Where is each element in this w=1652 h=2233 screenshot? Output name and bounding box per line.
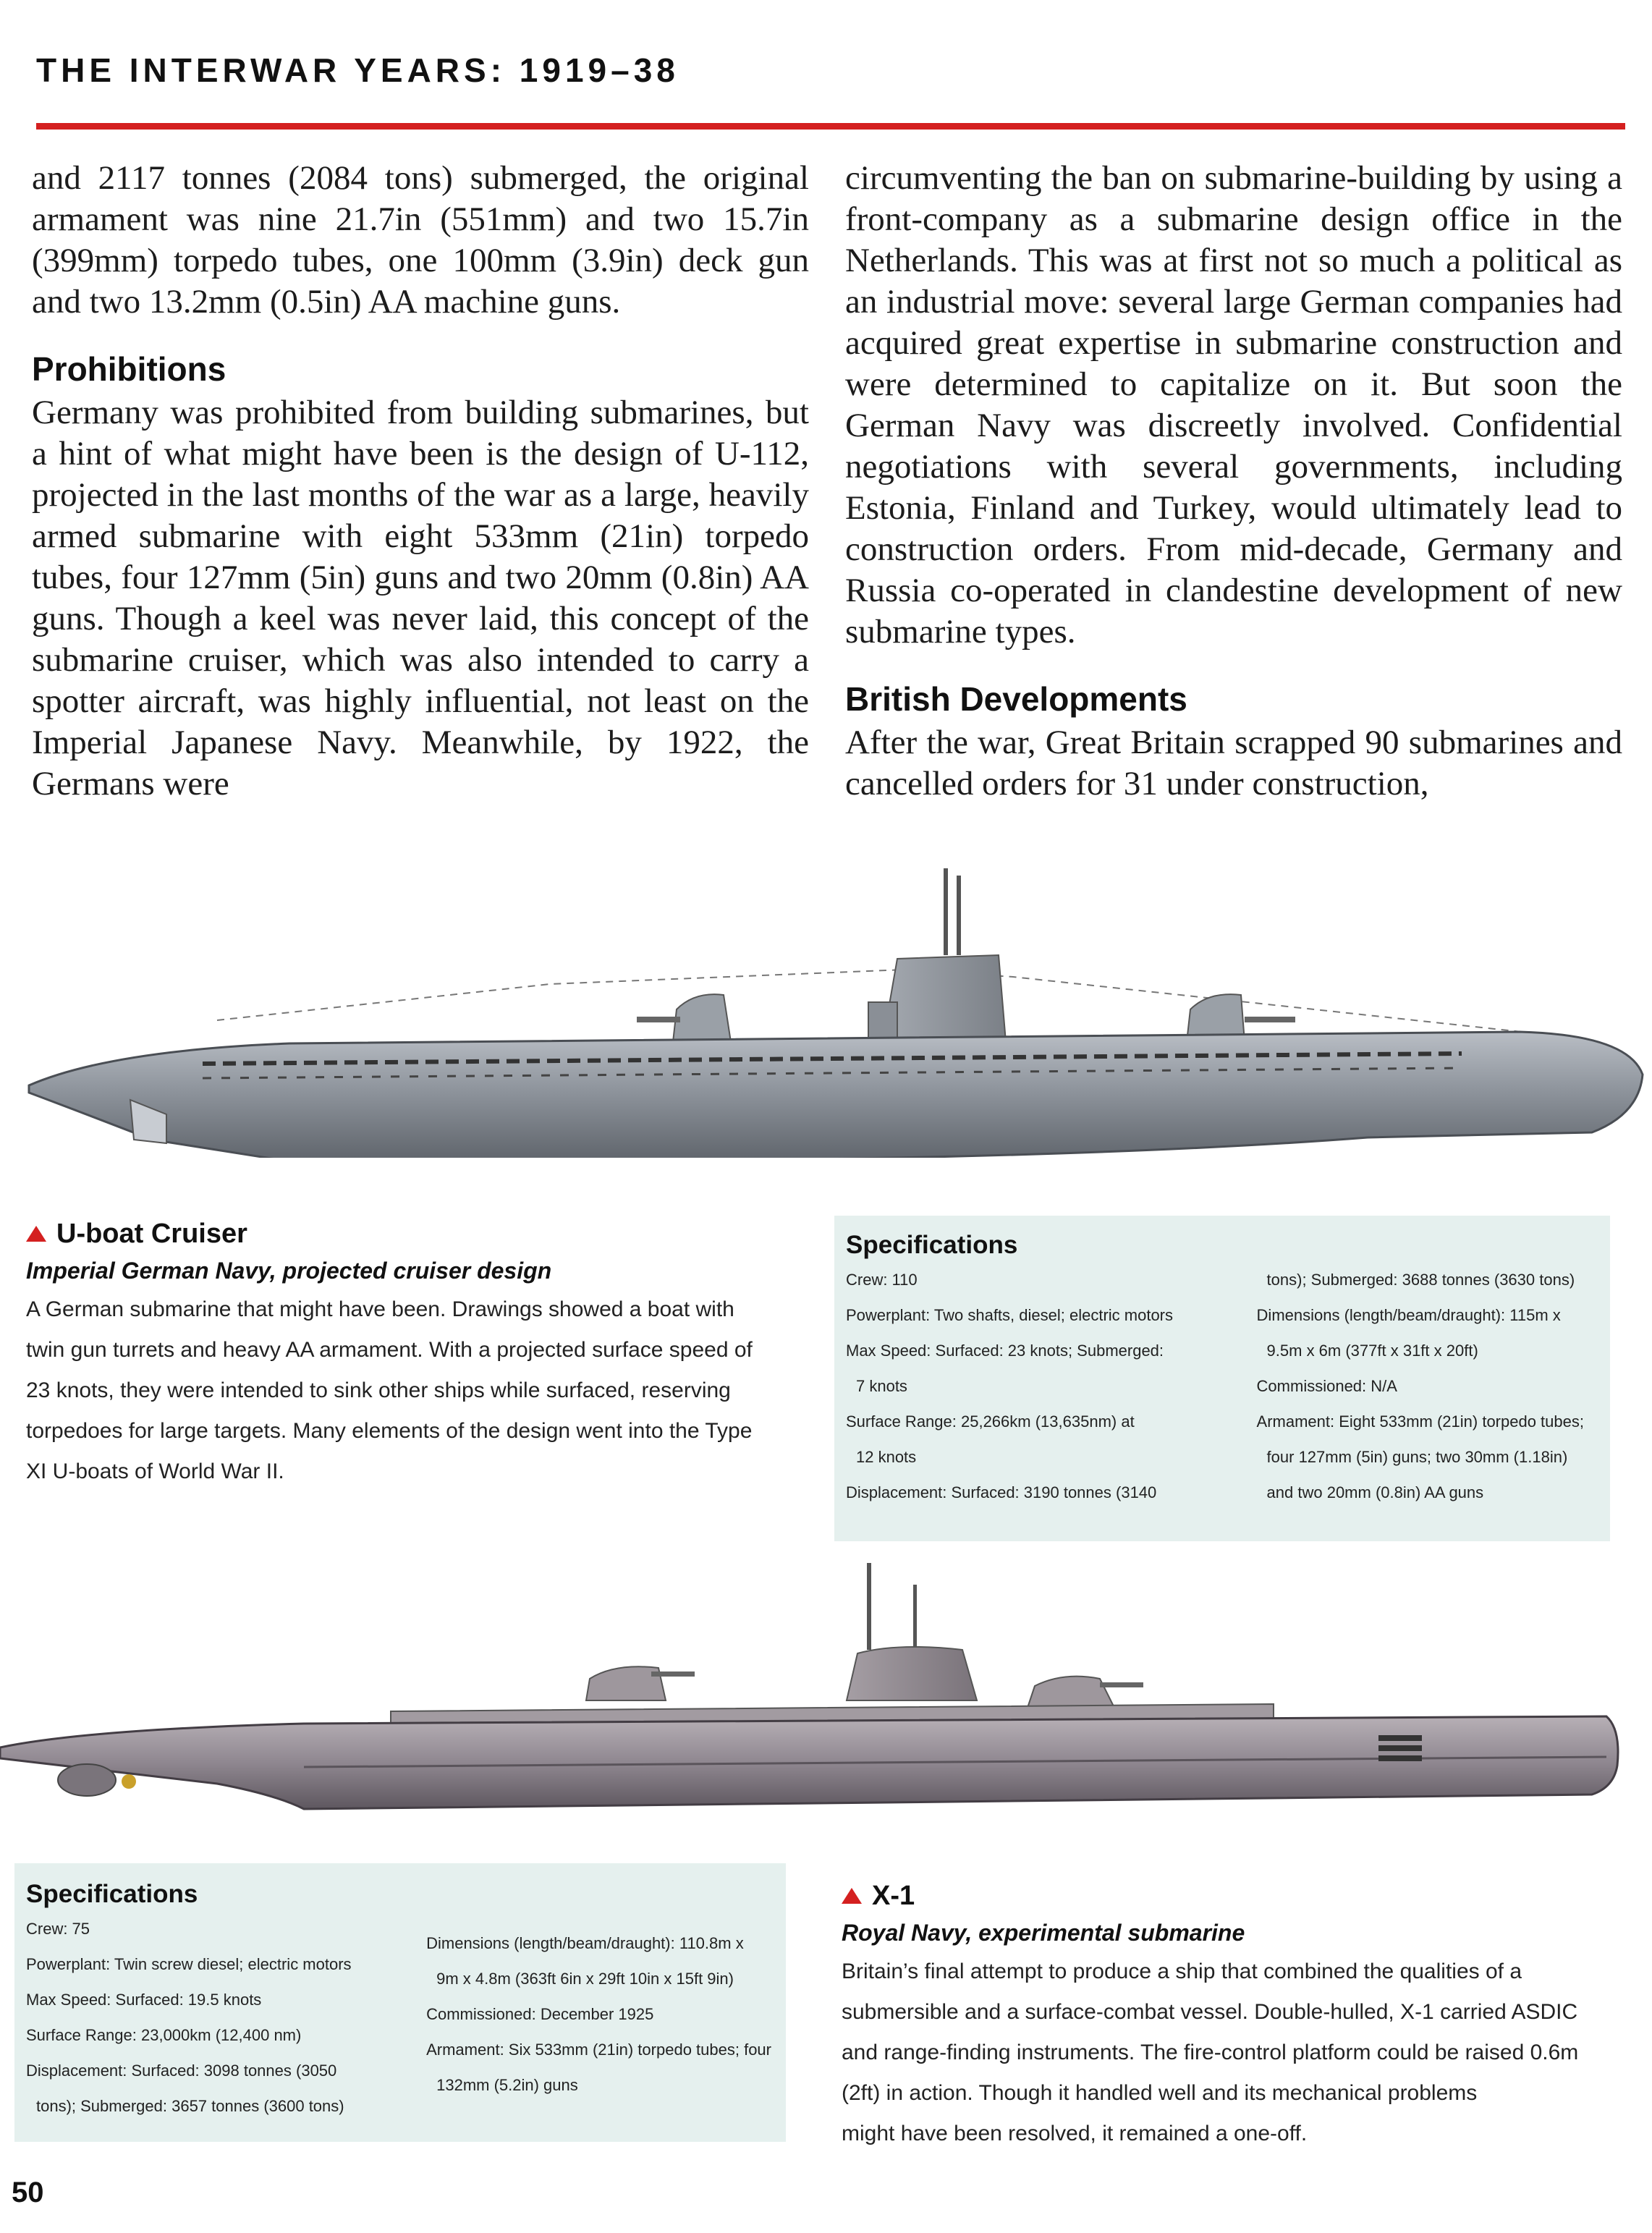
caption-line: might have been resolved, it remained a one-off. — [842, 2122, 1308, 2145]
caption-title-text: X-1 — [872, 1881, 915, 1911]
uboat-cruiser-illustration — [0, 854, 1652, 1158]
caption-line: Britain’s final attempt to produce a ship that combined the qualities of a — [842, 1959, 1522, 1983]
spec-column-left — [26, 1911, 352, 2124]
spec-line: Powerplant: Twin screw diesel; electric motors — [26, 1955, 352, 1973]
spec-line: Commissioned: December 1925 — [426, 2005, 654, 2023]
spec-line: Max Speed: Surfaced: 19.5 knots — [26, 1991, 262, 2009]
spec-line: 9.5m x 6m (377ft x 31ft x 20ft) — [1266, 1342, 1478, 1360]
spec-line: tons); Submerged: 3657 tonnes (3600 tons) — [36, 2097, 344, 2115]
running-header: THE INTERWAR YEARS: 1919–38 — [36, 51, 679, 89]
section-heading-british-developments: British Developments — [845, 680, 1187, 718]
caption-line: twin gun turrets and heavy AA armament. With a projected surface speed of — [26, 1338, 753, 1362]
spec-line: 12 knots — [856, 1448, 917, 1466]
caption-line: submersible and a surface-combat vessel. Double-hulled, X-1 carried ASDIC — [842, 2000, 1578, 2024]
uboat-caption-subtitle: Imperial German Navy, projected cruiser design — [26, 1258, 552, 1284]
x1-caption — [842, 1878, 1623, 2154]
paragraph: and 2117 tonnes (2084 tons) submerged, the original armament was nine 21.7in (551mm) and two 15.7in (399mm) torpedo tubes, one 100mm (3.9in) deck gun and two 13.2mm (0.5in) AA machine guns. — [32, 159, 809, 321]
uboat-caption-body — [26, 1289, 822, 1492]
caption-line: (2ft) in action. Though it handled well and its mechanical problems — [842, 2081, 1478, 2105]
spec-line: Commissioned: N/A — [1256, 1377, 1397, 1395]
uboat-specifications-box — [834, 1216, 1610, 1541]
spec-line: and two 20mm (0.8in) AA guns — [1266, 1483, 1484, 1501]
spec-line: Armament: Eight 533mm (21in) torpedo tubes; — [1256, 1412, 1584, 1431]
uboat-caption-title — [26, 1216, 822, 1252]
triangle-marker-icon — [842, 1888, 862, 1904]
spec-line: Max Speed: Surfaced: 23 knots; Submerged: — [846, 1342, 1164, 1360]
x1-specifications-box — [14, 1863, 786, 2142]
spec-line: Displacement: Surfaced: 3190 tonnes (3140 — [846, 1483, 1157, 1501]
caption-line: torpedoes for large targets. Many elements of the design went into the Type — [26, 1419, 753, 1443]
spec-line: Dimensions (length/beam/draught): 110.8m x — [426, 1934, 744, 1952]
spec-line: Armament: Six 533mm (21in) torpedo tubes; four — [426, 2041, 771, 2059]
spec-line: Displacement: Surfaced: 3098 tonnes (3050 — [26, 2062, 337, 2080]
uboat-caption — [26, 1216, 822, 1492]
specifications-title: Specifications — [26, 1880, 198, 1908]
caption-line: and range-finding instruments. The fire-control platform could be raised 0.6m — [842, 2041, 1579, 2064]
spec-line: 9m x 4.8m (363ft 6in x 29ft 10in x 15ft 9in) — [436, 1970, 734, 1988]
x1-submarine-illustration — [0, 1556, 1652, 1831]
paragraph: After the war, Great Britain scrapped 90 submarines and cancelled orders for 31 under construction, — [845, 724, 1622, 802]
spec-line: Crew: 75 — [26, 1920, 90, 1938]
text-column-right — [845, 158, 1622, 805]
section-heading-prohibitions: Prohibitions — [32, 350, 226, 388]
paragraph: circumventing the ban on submarine-building by using a front-company as a submarine design office in the Netherlands. This was at first not so much a political as an industrial move: several large German companies had acquired great expertise in submarine construction and were determined to capitalize on it. But soon the German Navy was discreetly involved. Confidential negotiations with several governments, including Estonia, Finland and Turkey, would ultimately lead to construction orders. From mid-decade, Germany and Russia co-operated in clandestine development of new submarine types. — [845, 159, 1622, 651]
header-rule — [36, 123, 1625, 130]
page-number: 50 — [12, 2177, 44, 2208]
spec-line: Surface Range: 25,266km (13,635nm) at — [846, 1412, 1135, 1431]
spec-column-right — [1257, 1262, 1584, 1510]
triangle-marker-icon — [26, 1226, 46, 1242]
spec-line: 132mm (5.2in) guns — [436, 2076, 578, 2094]
spec-column-right — [426, 1911, 771, 2124]
spec-line: Dimensions (length/beam/draught): 115m x — [1256, 1306, 1561, 1324]
caption-title-text: U-boat Cruiser — [56, 1219, 247, 1249]
spec-line: tons); Submerged: 3688 tonnes (3630 tons) — [1266, 1271, 1575, 1289]
text-column-left — [32, 158, 809, 805]
paragraph: Germany was prohibited from building submarines, but a hint of what might have been is the design of U-112, projected in the last months of the war as a large, heavily armed submarine with eight 533mm (21in) torpedo tubes, four 127mm (5in) guns and two 20mm (0.8in) AA guns. Though a keel was never laid, this concept of the submarine cruiser, which was also intended to carry a spotter aircraft, was highly influential, not least on the Imperial Japanese Navy. Meanwhile, by 1922, the Germans were — [32, 394, 809, 802]
caption-line: 23 knots, they were intended to sink other ships while surfaced, reserving — [26, 1378, 731, 1402]
specifications-title: Specifications — [846, 1231, 1018, 1259]
spec-line: Surface Range: 23,000km (12,400 nm) — [26, 2026, 302, 2044]
x1-caption-title — [842, 1878, 1623, 1914]
x1-caption-subtitle: Royal Navy, experimental submarine — [842, 1920, 1245, 1946]
spec-line: 7 knots — [856, 1377, 907, 1395]
caption-line: A German submarine that might have been. Drawings showed a boat with — [26, 1297, 734, 1321]
x1-caption-body — [842, 1952, 1623, 2154]
spec-line: Powerplant: Two shafts, diesel; electric motors — [846, 1306, 1174, 1324]
spec-column-left — [846, 1262, 1173, 1510]
caption-line: XI U-boats of World War II. — [26, 1459, 284, 1483]
spec-line: Crew: 110 — [846, 1271, 918, 1289]
spec-line: four 127mm (5in) guns; two 30mm (1.18in) — [1266, 1448, 1568, 1466]
